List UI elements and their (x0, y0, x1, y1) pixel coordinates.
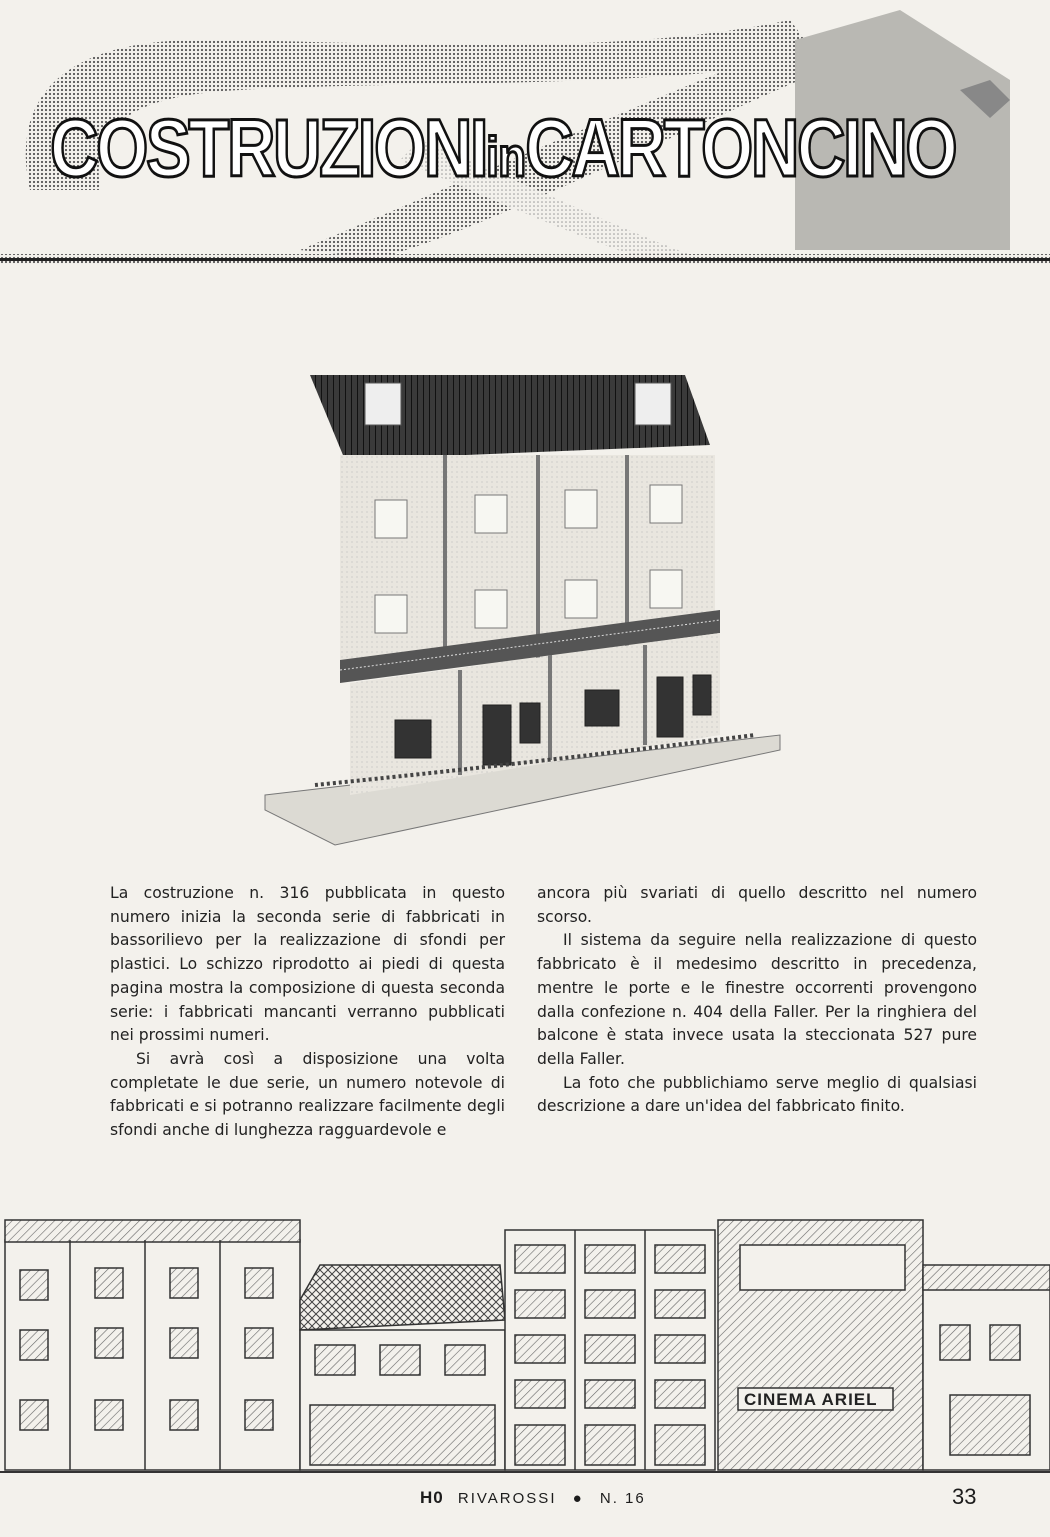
article-column-1 (110, 882, 505, 1143)
building-illustration (255, 365, 785, 855)
separator-dot: ● (572, 1490, 584, 1507)
street-sketch-drawing (0, 1190, 1050, 1480)
article-column-2 (537, 882, 977, 1119)
title-part-3: CARTONCINO (525, 103, 956, 194)
page-footer (420, 1488, 646, 1508)
model-building-photo (255, 365, 785, 855)
magazine-code: H0 (420, 1488, 444, 1507)
page-title (50, 103, 956, 194)
paragraph: La costruzione n. 316 pubblicata in questo numero inizia la seconda serie di fabbricati in bassorilievo per la realizzazione di sfondi per plastici. Lo schizzo riprodotto ai piedi di questa pagina mostra la composizione di questa seconda serie: i fabbricati mancanti verranno pubblicati nei prossimi numeri. (110, 884, 505, 1045)
paragraph: Si avrà così a disposizione una volta completate le due serie, un numero notevole di fabbricati e si potranno realizzare facilmente degli sfondi anche di lunghezza ragguardevole e (110, 1049, 505, 1140)
paragraph: La foto che pubblichiamo serve meglio di qualsiasi descrizione a dare un'idea del fabbricato finito. (537, 1073, 977, 1116)
cinema-sign: CINEMA ARIEL (744, 1390, 878, 1409)
magazine-name: RIVAROSSI (457, 1490, 557, 1507)
paragraph: Il sistema da seguire nella realizzazione di questo fabbricato è il medesimo descritto in precedenza, mentre le porte e le finestre occorrenti provengono dalla confezione n. 404 della Faller. Per la ringhiera del balcone è stata invece usata la steccionata 527 pure della Faller. (537, 931, 977, 1068)
page-number: 33 (952, 1484, 977, 1509)
paragraph: ancora più svariati di quello descritto nel numero scorso. (537, 884, 977, 926)
issue-number: N. 16 (599, 1490, 646, 1507)
street-sketch (0, 1190, 1050, 1480)
header-banner (0, 0, 1050, 270)
title-part-2: in (486, 125, 526, 188)
title-part-1: COSTRUZIONI (50, 103, 487, 194)
